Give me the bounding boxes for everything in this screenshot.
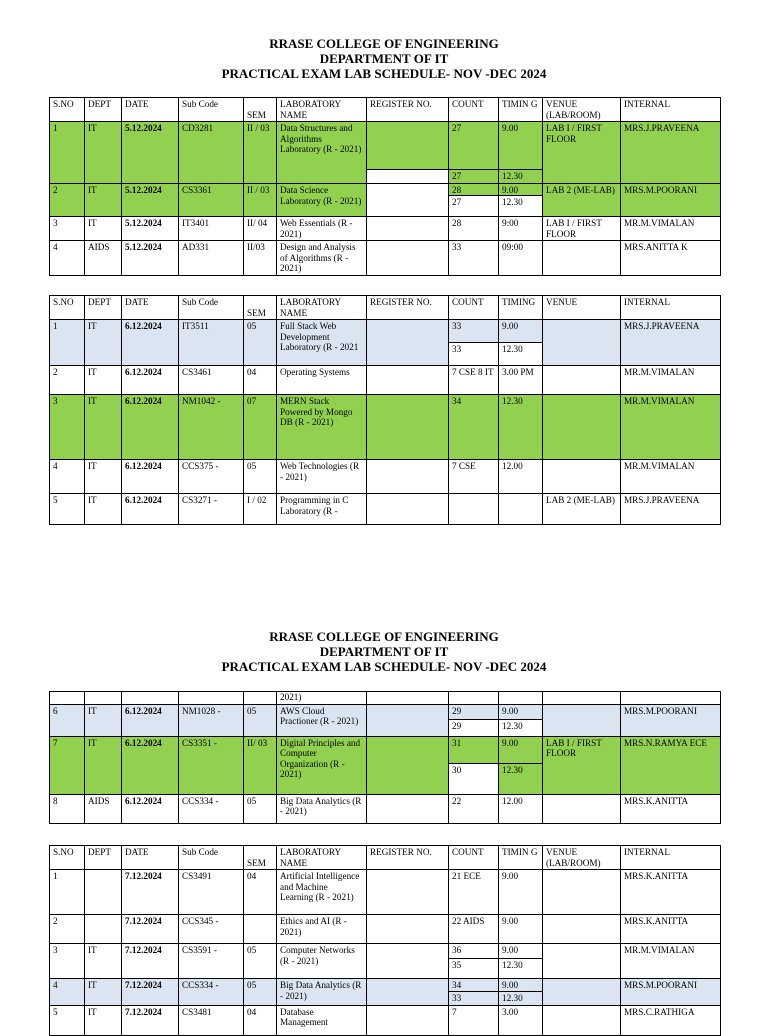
cell-timing [499,184,543,217]
cell-date: 6.12.2024 [122,704,179,736]
cell-register [367,320,449,366]
cell-timing [499,122,543,184]
cell-sem: II / 03 [244,122,277,184]
cell-timing: 12.30 [499,395,543,460]
cell-count [449,704,499,736]
cell-register [367,915,449,944]
header-date: DATE [122,296,179,320]
cell-venue: LAB 2 (ME-LAB) [543,184,621,217]
cell-count: 34 [449,395,499,460]
cell-internal: MR.M.VIMALAN [621,217,721,241]
cell-register [367,979,449,1006]
cell-date: 5.12.2024 [122,184,179,217]
cell-lab: Artificial Intelligence and Machine Learning (R - 2021) [277,870,367,915]
cell-count [449,979,499,1006]
table-row [50,184,721,217]
cell-date: 6.12.2024 [122,320,179,366]
cell-lab: AWS Cloud Practioner (R - 2021) [277,704,367,736]
cell-subcode: CD3281 [179,122,244,184]
cell-sem: II/03 [244,241,277,276]
cell-internal: MRS.K.ANITTA [621,870,721,915]
cell-count: 33 [449,241,499,276]
count-session-1: 29 [449,705,498,719]
cell-timing: 9:00 [499,217,543,241]
schedule-title: PRACTICAL EXAM LAB SCHEDULE- NOV -DEC 2024 [221,66,547,81]
cell-lab: Design and Analysis of Algorithms (R - 2021) [277,241,367,276]
timing-session-2: 12.30 [499,991,542,1005]
cell-register [367,794,449,823]
cell-dept: IT [85,366,122,395]
count-session-2: 27 [449,195,498,209]
cell-dept: IT [85,1005,122,1035]
cell-sno: 3 [50,944,85,979]
cell-dept: IT [85,944,122,979]
cell-subcode: CS3271 - [179,494,244,525]
cell-date: 5.12.2024 [122,122,179,184]
table-continuation-row [50,692,721,705]
header-count: COUNT [449,98,499,122]
cell-venue [543,870,621,915]
header-lab: LABORATORY NAME [277,296,367,320]
cell-count: 7 CSE [449,460,499,494]
cell-subcode: CS3591 - [179,944,244,979]
table-row [50,979,721,1006]
cell-internal: MRS.C.RATHIGA [621,1005,721,1035]
cell-internal: MRS.J.PRAVEENA [621,320,721,366]
cell-venue [543,794,621,823]
cell-count [449,944,499,979]
cell-lab: Digital Principles and Computer Organization (R - 2021) [277,736,367,794]
cell-count: 7 CSE 8 IT [449,366,499,395]
department-name: DEPARTMENT OF IT [319,51,449,66]
college-name: RRASE COLLEGE OF ENGINEERING [269,36,499,51]
cell-internal: MRS.K.ANITTA [621,794,721,823]
count-session-1: 27 [452,123,462,133]
cell-timing [499,320,543,366]
table-header-row [50,296,721,320]
schedule-table-1 [49,97,721,276]
cell-date: 5.12.2024 [122,241,179,276]
cell-lab: MERN Stack Powered by Mongo DB (R - 2021) [277,395,367,460]
college-name: RRASE COLLEGE OF ENGINEERING [269,629,499,644]
cell-register [367,122,449,184]
cell-subcode: NM1042 - [179,395,244,460]
cell-dept [85,915,122,944]
header-lab: LABORATORY NAME [277,98,367,122]
timing-session-2: 12.30 [499,169,542,183]
cell-venue [543,1005,621,1035]
cell-lab: Ethics and AI (R - 2021) [277,915,367,944]
cell-lab: Programming in C Laboratory (R - [277,494,367,525]
cell-venue [543,366,621,395]
cell-internal: MR.M.VIMALAN [621,395,721,460]
cell-date: 7.12.2024 [122,870,179,915]
header-venue: VENUE (LAB/ROOM) [543,846,621,870]
schedule-title: PRACTICAL EXAM LAB SCHEDULE- NOV -DEC 2024 [221,659,547,674]
cell-register [367,736,449,794]
table-row [50,870,721,915]
cell-timing [499,704,543,736]
cell-register [367,494,449,525]
table-row [50,794,721,823]
cell-dept: IT [85,736,122,794]
table-row [50,460,721,494]
cell-internal: MR.M.VIMALAN [621,460,721,494]
cell-timing [499,944,543,979]
timing-session-2: 12.30 [499,719,542,733]
cell-dept: AIDS [85,794,122,823]
cell-timing: 12.00 [499,460,543,494]
cell-sem: 05 [244,944,277,979]
header-dept: DEPT [85,846,122,870]
header-sno: S.NO [50,846,85,870]
table-row [50,704,721,736]
cell-internal: MR.M.VIMALAN [621,366,721,395]
cell-sno: 2 [50,366,85,395]
header-register: REGISTER NO. [367,296,449,320]
timing-session-2: 12.30 [499,958,542,972]
cell-count: 21 ECE [449,870,499,915]
timing-session-2: 12.30 [499,195,542,209]
cell-date: 7.12.2024 [122,1005,179,1035]
header-dept: DEPT [85,296,122,320]
department-name: DEPARTMENT OF IT [319,644,449,659]
timing-session-1: 9.00 [499,979,542,991]
cell-venue [543,944,621,979]
cell-count [449,494,499,525]
cell-internal: MRS.J.PRAVEENA [621,122,721,184]
cell-count [449,122,499,184]
cell-register [367,944,449,979]
cell-sem: 04 [244,870,277,915]
cell-subcode: CS3491 [179,870,244,915]
cell-sem: 07 [244,395,277,460]
header-register: REGISTER NO. [367,98,449,122]
cell-sem [244,915,277,944]
cell-register [367,241,449,276]
header-timing: TIMING [499,296,543,320]
cell-timing: 3.00 PM [499,366,543,395]
count-session-1: 31 [449,737,498,763]
cell-timing: 12.00 [499,794,543,823]
cell-register [367,704,449,736]
cell-sno: 5 [50,1005,85,1035]
cell-sno: 1 [50,320,85,366]
header-timing: TIMIN G [499,846,543,870]
cell-subcode: NM1028 - [179,704,244,736]
cell-internal: MR.M.VIMALAN [621,944,721,979]
cell-dept: IT [85,122,122,184]
cell-venue [543,979,621,1006]
cell-subcode: CS3361 [179,184,244,217]
cell-internal: MRS.J.PRAVEENA [621,494,721,525]
cell-dept: AIDS [85,241,122,276]
cell-count: 22 AIDS [449,915,499,944]
cell-count: 22 [449,794,499,823]
cell-venue [543,704,621,736]
page2-heading [0,629,768,674]
timing-session-1: 9.00 [499,184,542,195]
cell-sno: 3 [50,395,85,460]
cell-venue: LAB I / FIRST FLOOR [543,217,621,241]
cell-subcode: CCS334 - [179,794,244,823]
header-internal: INTERNAL [621,296,721,320]
count-session-1: 36 [452,945,462,955]
cell-lab: Data Structures and Algorithms Laboratory (R - 2021) [277,122,367,184]
cell-sno: 4 [50,241,85,276]
cell-register [367,366,449,395]
cell-count [449,320,499,366]
header-count: COUNT [449,846,499,870]
header-sem: SEM [244,98,277,122]
cell-venue [543,395,621,460]
table-row [50,241,721,276]
cell-venue: LAB 2 (ME-LAB) [543,494,621,525]
cell-timing: 9.00 [499,915,543,944]
cell-sem: I / 02 [244,494,277,525]
cell-sno: 1 [50,122,85,184]
cell-sem: 05 [244,794,277,823]
table-header-row [50,98,721,122]
cell-date: 6.12.2024 [122,736,179,794]
schedule-table-2 [49,295,721,525]
table-row [50,395,721,460]
cell-lab: Database Management [277,1005,367,1035]
header-sem: SEM [244,846,277,870]
timing-session-1: 9.00 [499,705,542,719]
cell-sem: II/ 03 [244,736,277,794]
header-timing: TIMIN G [499,98,543,122]
table-header-row [50,846,721,870]
cell-internal: MRS.M.POORANI [621,184,721,217]
cell-subcode: CS3351 - [179,736,244,794]
cell-date: 6.12.2024 [122,794,179,823]
cell-register [367,460,449,494]
cell-register [367,395,449,460]
cell-date: 6.12.2024 [122,366,179,395]
cell-subcode: CCS375 - [179,460,244,494]
count-session-2: 30 [449,763,498,794]
cell-lab: Operating Systems [277,366,367,395]
timing-session-2: 12.30 [499,763,542,794]
cell-sno: 2 [50,915,85,944]
cell-register [367,870,449,915]
header-subcode: Sub Code [179,296,244,320]
schedule-table-4 [49,845,721,1036]
count-session-1: 34 [449,979,498,991]
header-date: DATE [122,98,179,122]
cell-dept: IT [85,184,122,217]
table-row [50,366,721,395]
cell-date: 7.12.2024 [122,944,179,979]
cell-count: 28 [449,217,499,241]
cell-venue [543,241,621,276]
cell-sem: 05 [244,320,277,366]
cell-sem: 04 [244,1005,277,1035]
cell-sem: 05 [244,704,277,736]
page1-heading [0,36,768,81]
header-sem: SEM [244,296,277,320]
header-subcode: Sub Code [179,98,244,122]
header-lab: LABORATORY NAME [277,846,367,870]
cell-internal: MRS.M.POORANI [621,979,721,1006]
header-internal: INTERNAL [621,98,721,122]
cell-internal: MRS.N.RAMYA ECE [621,736,721,794]
count-session-1: 28 [449,184,498,195]
cell-sno: 8 [50,794,85,823]
table-row [50,944,721,979]
cell-sem: II/ 04 [244,217,277,241]
cell-date: 6.12.2024 [122,494,179,525]
cell-lab: Big Data Analytics (R - 2021) [277,979,367,1006]
cell-sno: 3 [50,217,85,241]
cell-dept: IT [85,494,122,525]
cell-sem: II / 03 [244,184,277,217]
header-venue: VENUE (LAB/ROOM) [543,98,621,122]
cell-date: 7.12.2024 [122,915,179,944]
table-row [50,494,721,525]
cell-dept [85,870,122,915]
cell-register [367,1005,449,1035]
cell-subcode: CS3461 [179,366,244,395]
cell-timing [499,979,543,1006]
cell-lab: 2021) [277,692,367,705]
header-count: COUNT [449,296,499,320]
cell-subcode: CCS334 - [179,979,244,1006]
count-session-2: 35 [449,958,498,972]
header-register: REGISTER NO. [367,846,449,870]
cell-timing [499,494,543,525]
count-session-2: 33 [449,991,498,1005]
table-row [50,736,721,794]
cell-internal: MRS.ANITTA K [621,241,721,276]
cell-sno: 4 [50,460,85,494]
cell-dept: IT [85,395,122,460]
cell-sem: 05 [244,979,277,1006]
count-session-2: 33 [449,342,498,365]
timing-session-1: 9.00 [499,320,542,342]
timing-session-2: 12.30 [499,342,542,365]
cell-register [367,217,449,241]
cell-lab: Big Data Analytics (R - 2021) [277,794,367,823]
cell-count [449,736,499,794]
cell-date: 7.12.2024 [122,979,179,1006]
cell-sno: 6 [50,704,85,736]
cell-sem: 05 [244,460,277,494]
cell-dept: IT [85,460,122,494]
cell-timing: 09:00 [499,241,543,276]
cell-subcode: IT3511 [179,320,244,366]
cell-lab: Web Essentials (R - 2021) [277,217,367,241]
cell-dept: IT [85,704,122,736]
table-row [50,122,721,184]
cell-dept: IT [85,320,122,366]
cell-subcode: CS3481 [179,1005,244,1035]
cell-subcode: IT3401 [179,217,244,241]
cell-lab: Web Technologies (R - 2021) [277,460,367,494]
cell-venue [543,320,621,366]
timing-session-1: 9.00 [499,737,542,763]
header-date: DATE [122,846,179,870]
header-sno: S.NO [50,296,85,320]
header-internal: INTERNAL [621,846,721,870]
cell-register [367,184,449,217]
timing-session-1: 9.00 [502,123,519,133]
cell-date: 6.12.2024 [122,460,179,494]
cell-internal: MRS.K.ANITTA [621,915,721,944]
cell-sno: 1 [50,870,85,915]
cell-sem: 04 [244,366,277,395]
cell-venue [543,460,621,494]
cell-lab: Data Science Laboratory (R - 2021) [277,184,367,217]
header-dept: DEPT [85,98,122,122]
cell-sno: 4 [50,979,85,1006]
cell-venue: LAB I / FIRST FLOOR [543,122,621,184]
schedule-table-3 [49,691,721,824]
cell-sno: 7 [50,736,85,794]
cell-lab: Computer Networks (R - 2021) [277,944,367,979]
cell-dept: IT [85,979,122,1006]
cell-date: 6.12.2024 [122,395,179,460]
cell-timing: 3.00 [499,1005,543,1035]
count-session-2: 27 [449,169,498,183]
cell-lab: Full Stack Web Development Laboratory (R - 2021 [277,320,367,366]
cell-timing: 9.00 [499,870,543,915]
cell-venue: LAB I / FIRST FLOOR [543,736,621,794]
timing-session-1: 9.00 [502,945,519,955]
cell-subcode: CCS345 - [179,915,244,944]
cell-date: 5.12.2024 [122,217,179,241]
cell-sno: 2 [50,184,85,217]
cell-dept: IT [85,217,122,241]
table-row [50,915,721,944]
header-sno: S.NO [50,98,85,122]
table-row [50,217,721,241]
cell-timing [499,736,543,794]
table-row [50,320,721,366]
header-subcode: Sub Code [179,846,244,870]
cell-sno: 5 [50,494,85,525]
header-venue: VENUE [543,296,621,320]
count-session-2: 29 [449,719,498,733]
cell-count [449,184,499,217]
cell-count: 7 [449,1005,499,1035]
table-row [50,1005,721,1035]
count-session-1: 33 [449,320,498,342]
cell-venue [543,915,621,944]
cell-internal: MRS.M.POORANI [621,704,721,736]
cell-subcode: AD331 [179,241,244,276]
